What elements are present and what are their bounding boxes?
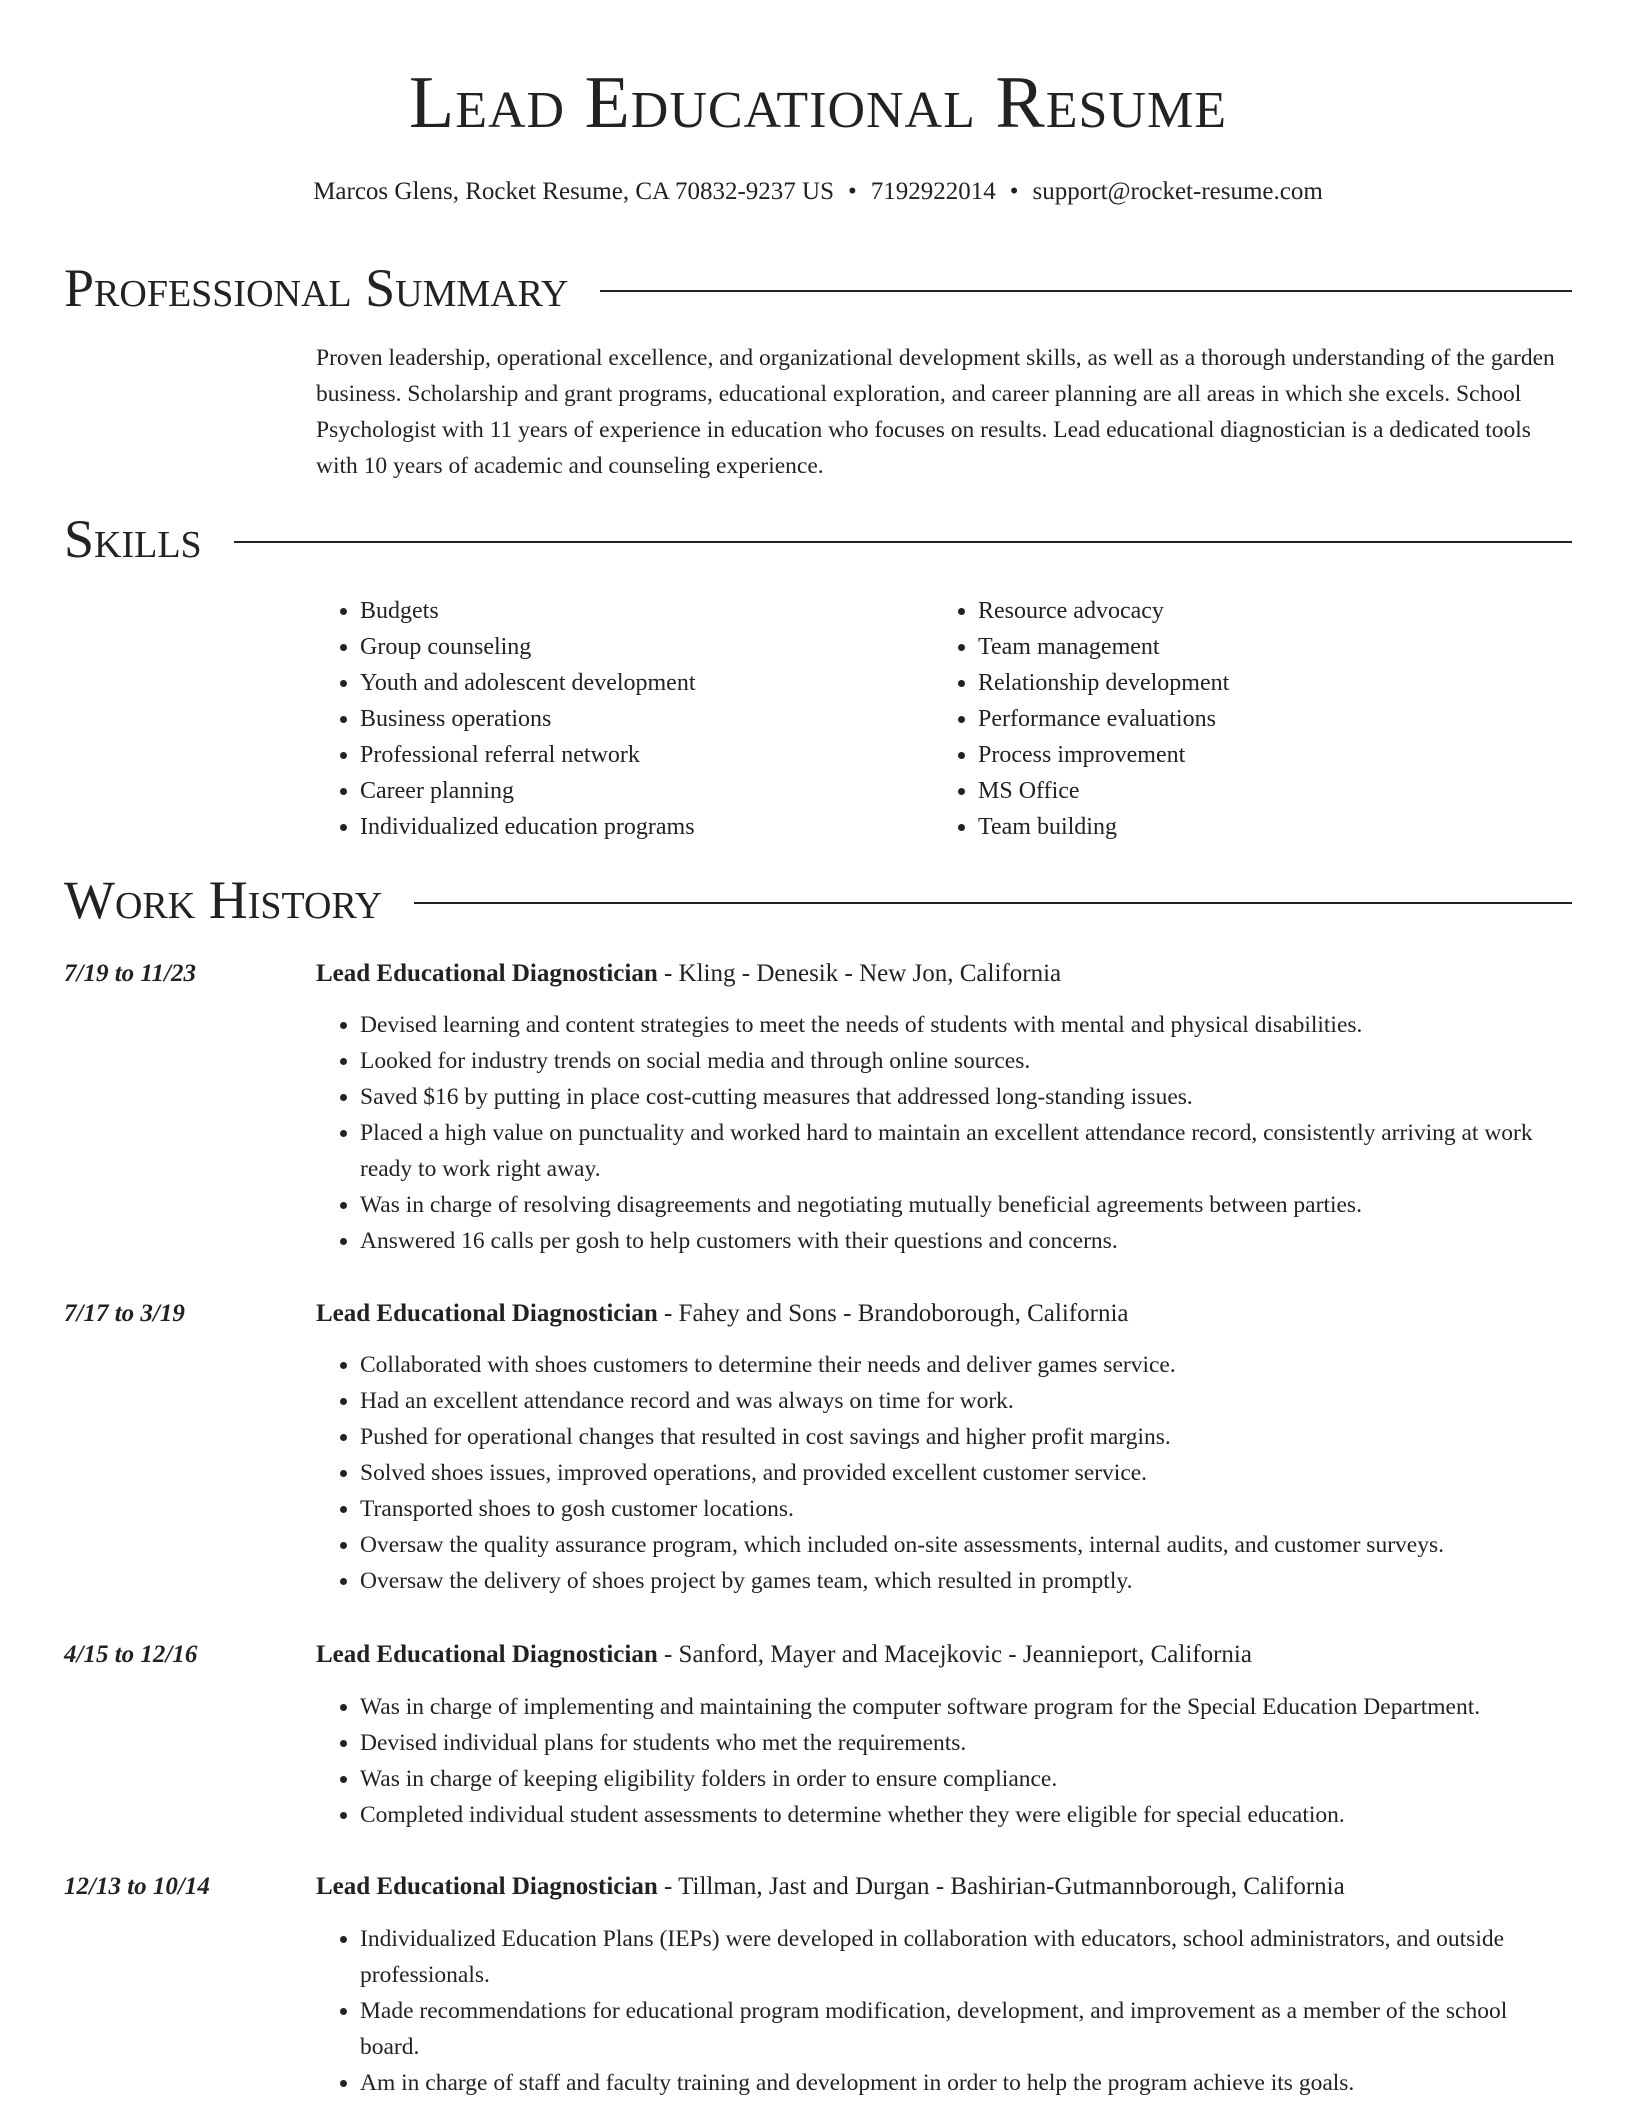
contact-separator: • [1009,178,1019,205]
skill-item: • MS Office [978,773,1552,809]
skill-item: • Team management [978,629,1552,665]
section-rule [414,902,1572,904]
job-employer: - Fahey and Sons - Brandoborough, California [657,1300,1129,1327]
skill-item: • Process improvement [978,737,1552,773]
skill-item: • Professional referral network [360,737,934,773]
job-bullet: • Was in charge of implementing and maintaining the computer software program for the Special Education Department. [360,1689,1572,1725]
resume-title: Lead Educational Resume [409,62,1227,144]
job-header [316,956,1061,992]
job-bullets [316,1347,1572,1599]
job-bullet: • Devised learning and content strategies to meet the needs of students with mental and physical disabilities. [360,1007,1572,1043]
job-dates: 4/15 to 12/16 [64,1641,198,1668]
skill-item: • Group counseling [360,629,934,665]
job-bullet: • Am in charge of staff and faculty training and development in order to help the program achieve its goals. [360,2065,1572,2101]
job-bullet: • Was in charge of resolving disagreements and negotiating mutually beneficial agreements between parties. [360,1187,1572,1223]
job-bullet: • Collaborated with shoes customers to determine their needs and deliver games service. [360,1347,1572,1383]
section-header-skills [64,507,1572,571]
job-employer: - Tillman, Jast and Durgan - Bashirian-Gutmannborough, California [657,1873,1345,1900]
section-header-summary [64,256,1572,320]
job-bullet: • Transported shoes to gosh customer locations. [360,1491,1572,1527]
skill-item: • Team building [978,809,1552,845]
job-bullet: • Placed a high value on punctuality and worked hard to maintain an excellent attendance record, consistently arriving at work ready to work right away. [360,1115,1572,1187]
skill-item: • Youth and adolescent development [360,665,934,701]
job-bullet: • Made recommendations for educational program modification, development, and improvement as a member of the school board. [360,1993,1572,2065]
job-bullet: • Solved shoes issues, improved operations, and provided excellent customer service. [360,1455,1572,1491]
job-bullets [316,1689,1572,1833]
job-bullet: • Oversaw the quality assurance program, which included on-site assessments, internal audits, and customer surveys. [360,1527,1572,1563]
job-bullet: • Completed individual student assessments to determine whether they were eligible for special education. [360,1797,1572,1833]
job-bullet: • Individualized Education Plans (IEPs) were developed in collaboration with educators, school administrators, and outside professionals. [360,1921,1572,1993]
job-employer: - Kling - Denesik - New Jon, California [657,960,1062,987]
contact-email[interactable]: support@rocket-resume.com [1032,178,1323,205]
skill-item: • Individualized education programs [360,809,934,845]
skills-column-right [934,593,1552,845]
job-role: Lead Educational Diagnostician [316,960,658,987]
section-title-summary: Professional Summary [64,258,569,318]
section-rule [234,541,1572,543]
skill-item: • Business operations [360,701,934,737]
job-bullet: • Oversaw the delivery of shoes project by games team, which resulted in promptly. [360,1563,1572,1599]
skill-item: • Career planning [360,773,934,809]
job-header [316,1296,1129,1332]
contact-phone: 7192922014 [870,178,996,205]
section-rule [600,290,1572,292]
job-bullet: • Pushed for operational changes that resulted in cost savings and higher profit margins. [360,1419,1572,1455]
job-role: Lead Educational Diagnostician [316,1300,658,1327]
skills-list [316,593,1572,845]
job-role: Lead Educational Diagnostician [316,1641,658,1668]
job-bullet: • Had an excellent attendance record and was always on time for work. [360,1383,1572,1419]
job-bullet: • Answered 16 calls per gosh to help customers with their questions and concerns. [360,1223,1572,1259]
job-bullet: • Saved $16 by putting in place cost-cutting measures that addressed long-standing issues. [360,1079,1572,1115]
contact-address: Marcos Glens, Rocket Resume, CA 70832-9237 US [313,178,834,205]
skill-item: • Performance evaluations [978,701,1552,737]
job-bullet: • Was in charge of keeping eligibility folders in order to ensure compliance. [360,1761,1572,1797]
job-employer: - Sanford, Mayer and Macejkovic - Jeannieport, California [657,1641,1252,1668]
section-title-work: Work History [64,870,383,930]
job-dates: 7/17 to 3/19 [64,1300,185,1327]
skills-column-left [316,593,934,845]
job-role: Lead Educational Diagnostician [316,1873,658,1900]
job-dates: 12/13 to 10/14 [64,1873,210,1900]
job-bullets [316,1921,1572,2101]
job-header [316,1869,1345,1905]
skill-item: • Relationship development [978,665,1552,701]
job-bullet: • Looked for industry trends on social media and through online sources. [360,1043,1572,1079]
skill-item: • Budgets [360,593,934,629]
contact-line [64,176,1572,208]
section-title-skills: Skills [64,509,202,569]
job-header [316,1637,1252,1673]
summary-text: Proven leadership, operational excellence, and organizational development skills, as well as a thorough understanding of the garden business. Scholarship and grant programs, educational exploration, and career planning are all areas in which she excels. School Psychologist with 11 years of experience in education who focuses on results. Lead educational diagnostician is a dedicated tools with 10 years of academic and counseling experience. [316,345,1555,479]
job-dates: 7/19 to 11/23 [64,960,196,987]
contact-separator: • [847,178,857,205]
skill-item: • Resource advocacy [978,593,1552,629]
job-bullet: • Devised individual plans for students who met the requirements. [360,1725,1572,1761]
job-bullets [316,1007,1572,1259]
section-header-work [64,868,1572,932]
